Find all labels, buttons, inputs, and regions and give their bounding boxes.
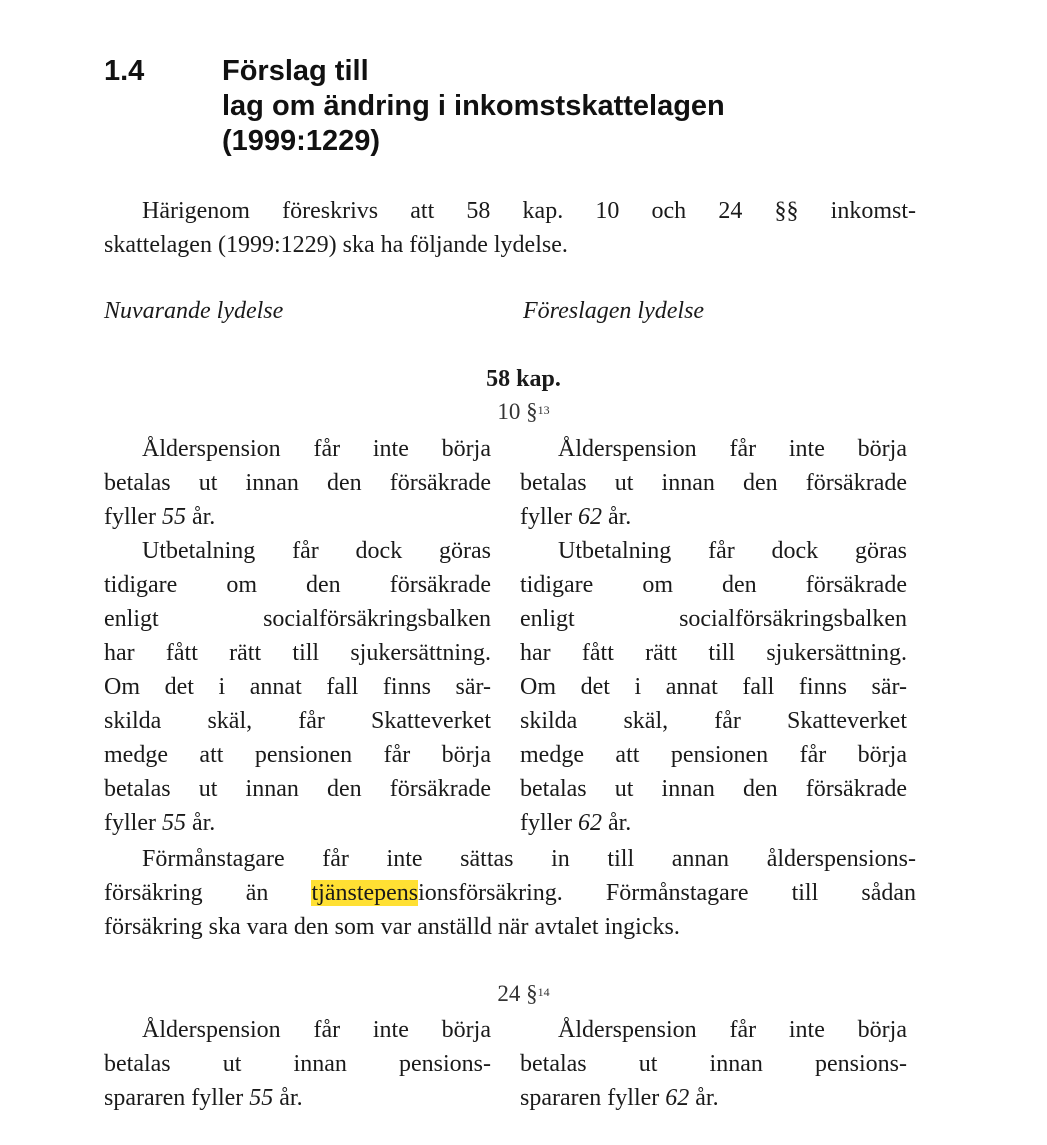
text-line: fyller 62 år. — [520, 504, 632, 530]
text-line: skilda skäl, får Skatteverket — [104, 708, 491, 734]
text-line: Utbetalning får dock göras — [558, 538, 907, 564]
section-24-proposed-text — [520, 1013, 907, 1115]
text-line: enligt socialförsäkringsbalken — [104, 606, 491, 632]
text-line: enligt socialförsäkringsbalken — [520, 606, 907, 632]
section-label: 24 § — [497, 981, 538, 1006]
age-value: 55 — [249, 1085, 274, 1111]
age-value: 62 — [577, 504, 602, 530]
section-title — [222, 54, 922, 159]
section-24-current-text — [104, 1013, 491, 1115]
text-line: tidigare om den försäkrade — [520, 572, 907, 598]
current-wording-header: Nuvarande lydelse — [104, 298, 284, 324]
chapter-heading: 58 kap. — [486, 366, 561, 392]
age-value: 55 — [161, 810, 186, 836]
text-line: Ålderspension får inte börja — [558, 436, 907, 462]
text-line: betalas ut innan den försäkrade — [104, 470, 491, 496]
section-label: 10 § — [497, 399, 538, 424]
text-line: betalas ut innan den försäkrade — [520, 470, 907, 496]
age-value: 62 — [577, 810, 602, 836]
footnote-ref: 13 — [537, 403, 550, 417]
text-line: Om det i annat fall finns sär- — [104, 674, 491, 700]
intro-line: skattelagen (1999:1229) ska ha följande lydelse. — [104, 232, 568, 258]
text-line: Utbetalning får dock göras — [142, 538, 491, 564]
title-line: (1999:1229) — [222, 125, 380, 157]
intro-line: Härigenom föreskrivs att 58 kap. 10 och 24 §§ inkomst- — [142, 198, 916, 224]
text-line: Förmånstagare får inte sättas in till annan ålderspensions- — [142, 846, 916, 872]
section-24-heading — [0, 980, 1047, 1008]
text-line: tidigare om den försäkrade — [104, 572, 491, 598]
text-line: fyller 55 år. — [104, 504, 216, 530]
text-line: betalas ut innan pensions- — [520, 1051, 907, 1077]
text-line: försäkring än tjänstepensionsförsäkring. Förmånstagare till sådan — [104, 880, 916, 906]
highlighted-text[interactable]: tjänstepens — [311, 880, 419, 906]
text-line: fyller 55 år. — [104, 810, 216, 836]
age-value: 55 — [161, 504, 186, 530]
section-10-current-text — [104, 432, 491, 840]
text-line: medge att pensionen får börja — [104, 742, 491, 768]
proposed-wording-header: Föreslagen lydelse — [523, 298, 705, 324]
text-line: medge att pensionen får börja — [520, 742, 907, 768]
intro-paragraph — [104, 194, 916, 262]
text-line: spararen fyller 55 år. — [104, 1085, 303, 1111]
section-10-proposed-text — [520, 432, 907, 840]
section-10-heading — [0, 398, 1047, 426]
text-line: försäkring ska vara den som var anställd när avtalet ingicks. — [104, 914, 680, 940]
text-line: har fått rätt till sjukersättning. — [104, 640, 491, 666]
text-line: Ålderspension får inte börja — [558, 1017, 907, 1043]
text-line: betalas ut innan pensions- — [104, 1051, 491, 1077]
text-line: skilda skäl, får Skatteverket — [520, 708, 907, 734]
text-line: betalas ut innan den försäkrade — [520, 776, 907, 802]
text-line: betalas ut innan den försäkrade — [104, 776, 491, 802]
title-line: lag om ändring i inkomstskattelagen — [222, 90, 725, 122]
text-line: Om det i annat fall finns sär- — [520, 674, 907, 700]
section-10-common-text — [104, 842, 916, 944]
footnote-ref: 14 — [537, 985, 550, 999]
section-number: 1.4 — [104, 55, 145, 87]
text-line: har fått rätt till sjukersättning. — [520, 640, 907, 666]
title-line: Förslag till — [222, 55, 369, 87]
text-line: spararen fyller 62 år. — [520, 1085, 719, 1111]
age-value: 62 — [665, 1085, 690, 1111]
text-line: Ålderspension får inte börja — [142, 436, 491, 462]
text-line: Ålderspension får inte börja — [142, 1017, 491, 1043]
text-line: fyller 62 år. — [520, 810, 632, 836]
